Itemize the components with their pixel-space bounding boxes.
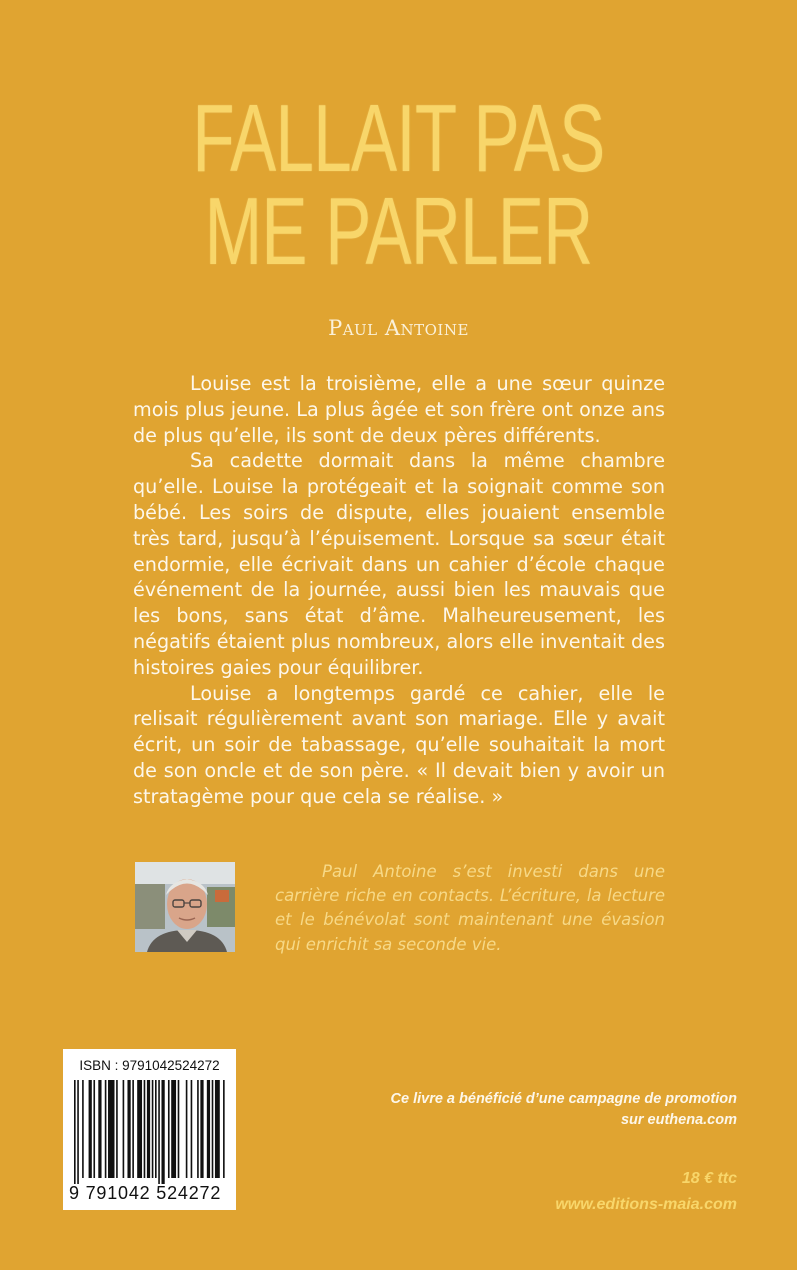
barcode-bar (168, 1080, 170, 1178)
barcode-bar (155, 1080, 157, 1178)
barcode-bar (137, 1080, 142, 1178)
barcode-bar (116, 1080, 118, 1178)
barcode-digits: 9 791042 524272 (69, 1183, 222, 1203)
book-title-line-2: ME PARLER (204, 178, 593, 285)
barcode-bar (127, 1080, 130, 1178)
blurb-paragraph-1: Louise est la troisième, elle a une sœur quinze mois plus jeune. La plus âgée et son frère ont onze ans de plus qu’elle, ils sont de deux pères différents. (133, 372, 665, 447)
barcode-bar (132, 1080, 134, 1178)
barcode-bar (207, 1080, 210, 1178)
ean13-barcode-icon (74, 1080, 226, 1184)
author-bio (275, 860, 665, 957)
barcode-bar (200, 1080, 203, 1178)
barcode-bar (178, 1080, 180, 1178)
barcode-bar (74, 1080, 76, 1184)
back-cover-blurb (133, 371, 665, 810)
barcode-bar (191, 1080, 193, 1178)
barcode-bar (212, 1080, 214, 1178)
author-photo (135, 862, 235, 952)
barcode-bar (77, 1080, 79, 1184)
blurb-paragraph-2: Sa cadette dormait dans la même chambre qu’elle. Louise la protégeait et la soignait comme son bébé. Les soirs de dispute, elles jouaient ensemble très tard, jusqu’à l’épuisement. Lorsque sa sœur était endormie, elle écrivait dans un cahier d’école chaque événement de la journée, aussi bien les mauvais que les bons, sans état d’âme. Malheureusement, les négatifs étaient plus nombreux, alors elle inventait des histoires gaies pour équilibrer. (133, 449, 665, 679)
publisher-website: www.editions-maia.com (555, 1196, 737, 1213)
author-bio-text: Paul Antoine s’est investi dans une carrière riche en contacts. L’écriture, la lecture et le bénévolat sont maintenant une évasion qui enrichit sa seconde vie. (275, 862, 665, 954)
barcode-bar (171, 1080, 176, 1178)
barcode-bar (89, 1080, 92, 1178)
promo-text (337, 1089, 737, 1131)
barcode-bar (147, 1080, 150, 1178)
barcode-bar (98, 1080, 101, 1178)
isbn-barcode-box (63, 1049, 236, 1210)
barcode-bar (108, 1080, 114, 1178)
blurb-paragraph-3: Louise a longtemps gardé ce cahier, elle le relisait régulièrement avant son mariage. Elle y avait écrit, un soir de tabassage, qu’elle souhaitait la mort de son oncle et de son père. « Il devait bien y avoir un stratagème pour que cela se réalise. » (133, 681, 665, 808)
author-name: Paul Antoine (328, 316, 469, 340)
barcode-bar (158, 1080, 160, 1184)
barcode-bar (152, 1080, 154, 1178)
barcode-bar (186, 1080, 188, 1178)
barcode-bar (123, 1080, 125, 1178)
barcode-bar (223, 1080, 225, 1178)
barcode-bar (197, 1080, 199, 1178)
barcode-bar (82, 1080, 84, 1178)
barcode-bar (93, 1080, 95, 1178)
book-title (0, 85, 797, 285)
promo-line-2: sur euthena.com (620, 1112, 737, 1128)
barcode-bar (161, 1080, 164, 1184)
barcode-bar (144, 1080, 146, 1178)
barcode-bar (215, 1080, 220, 1178)
price: 18 € ttc (681, 1170, 737, 1187)
promo-line-1: Ce livre a bénéficié d’une campagne de promotion (390, 1091, 737, 1107)
isbn-label: ISBN : 9791042524272 (79, 1058, 220, 1073)
barcode-bar (105, 1080, 107, 1178)
book-title-line-1: FALLAIT PAS (192, 85, 605, 192)
author-portrait-icon (135, 862, 235, 952)
